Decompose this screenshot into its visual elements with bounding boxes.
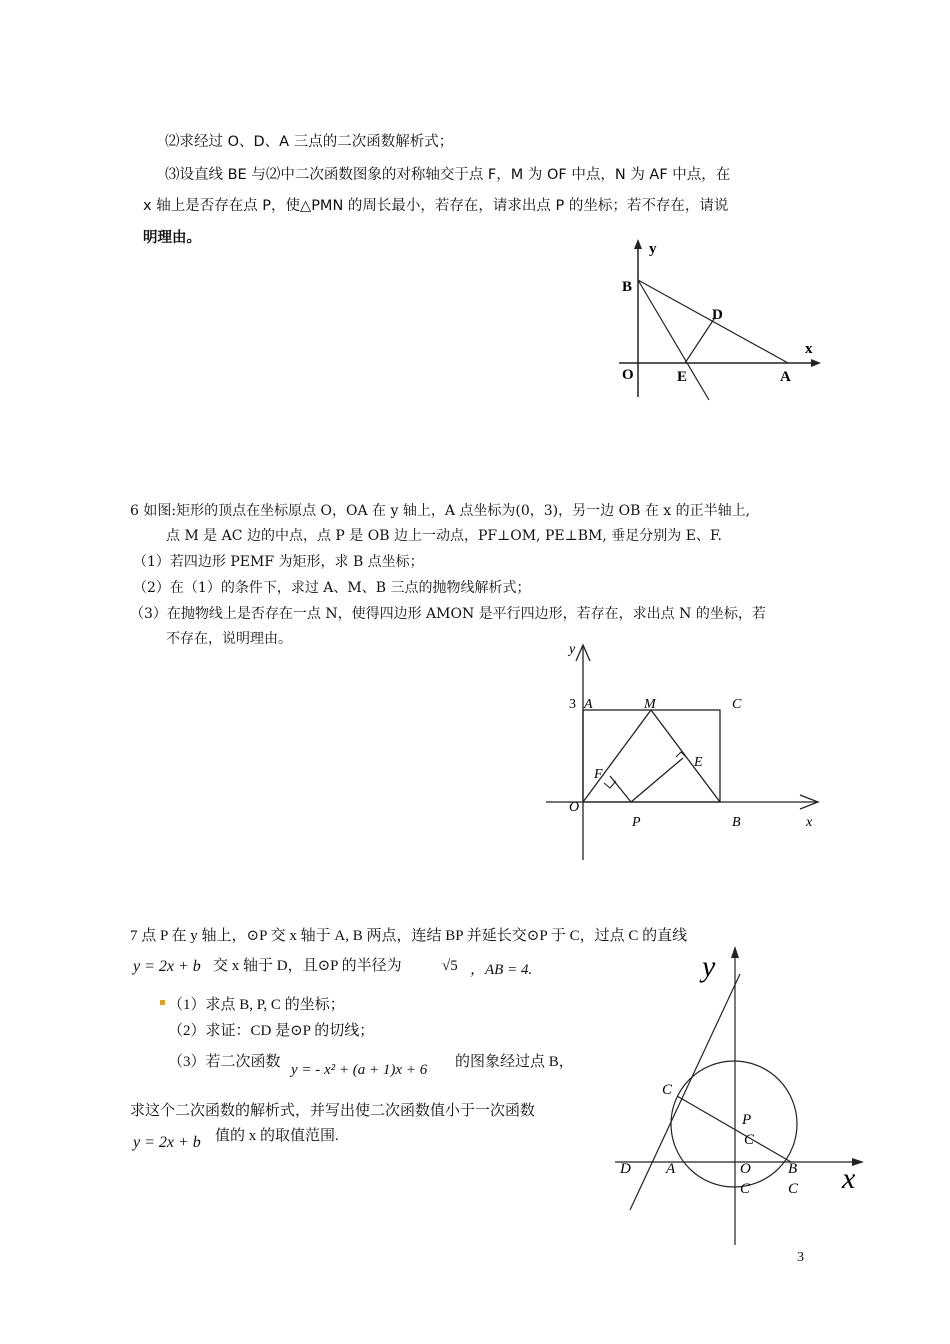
q5-part3-line1: ⑶设直线 BE 与⑵中二次函数图象的对称轴交于点 F，M 为 OF 中点，N 为 AF 中点，在 xyxy=(165,167,731,183)
q5-line-ED xyxy=(685,319,714,363)
q5-label-O: O xyxy=(622,367,634,383)
q6-label-C: C xyxy=(732,697,742,712)
q7-y-arrow xyxy=(731,946,739,958)
q7-part3-text: （3）若二次函数 xyxy=(168,1054,281,1070)
q7-label-A: A xyxy=(666,1161,676,1177)
q5-label-D: D xyxy=(712,307,723,323)
q5-part3-line3: 明理由。 xyxy=(143,230,201,246)
q5-x-arrow xyxy=(811,359,821,367)
q6-part3-line2: 不存在，说明理由。 xyxy=(166,631,292,647)
q5-line-BE xyxy=(638,280,709,400)
q6-label-B: B xyxy=(732,815,741,830)
q7-line2-text: 交 x 轴于 D，且⊙P 的半径为 xyxy=(213,958,402,974)
q7-part1: （1）求点 B, P, C 的坐标； xyxy=(168,997,345,1013)
q7-sqrt5: √5 xyxy=(442,958,458,974)
q7-circle-P xyxy=(671,1061,797,1187)
q6-figure xyxy=(540,635,830,865)
q7-label-B: B xyxy=(788,1161,798,1177)
q6-part2: （2）在（1）的条件下，求过 A、M、B 三点的抛物线解析式； xyxy=(133,580,531,596)
q6-label-M: M xyxy=(644,697,656,712)
q7-line-CD xyxy=(630,974,740,1210)
q7-quadratic-eq: y = - x² + (a + 1)x + 6 xyxy=(291,1062,428,1078)
bullet-marker xyxy=(160,1000,165,1005)
q7-line-eq: y = 2x + b xyxy=(133,958,201,975)
q5-label-A: A xyxy=(780,369,791,385)
q7-label-x: x xyxy=(842,1162,856,1195)
q5-label-y: y xyxy=(649,241,657,257)
q7-line1: 7 点 P 在 y 轴上，⊙P 交 x 轴于 A, B 两点，连结 BP 并延长交⊙P 于 C，过点 C 的直线 xyxy=(130,928,688,944)
q6-label-E: E xyxy=(694,755,703,770)
q7-line-BC xyxy=(677,1096,791,1162)
q5-figure xyxy=(605,235,835,405)
q6-line1: 6 如图:矩形的顶点在坐标原点 O，OA 在 y 轴上，A 点坐标为(0，3)，另一边 OB 在 x 的正半轴上, xyxy=(130,503,751,519)
q6-label-F: F xyxy=(594,767,603,782)
q5-y-arrow xyxy=(634,239,642,249)
q7-label-C-sub: C xyxy=(744,1132,755,1148)
q6-label-3: 3 xyxy=(569,697,576,712)
q5-label-E: E xyxy=(677,369,688,385)
q6-line2: 点 M 是 AC 边的中点，点 P 是 OB 边上一动点，PF⊥OM, PE⊥BM, 垂足分别为 E、F. xyxy=(166,528,722,544)
q6-line-OM xyxy=(583,710,651,802)
q7-label-C: C xyxy=(662,1082,673,1098)
q7-last-text: 值的 x 的取值范围. xyxy=(215,1128,339,1144)
q7-label-P: P xyxy=(742,1112,752,1128)
q6-label-P: P xyxy=(632,815,641,830)
q6-line-PF xyxy=(610,776,631,802)
q7-ab-length: ，AB = 4. xyxy=(470,962,533,978)
page-number: 3 xyxy=(797,1250,804,1265)
q7-label-C-o: C xyxy=(740,1181,751,1197)
q7-part3-tail: 的图象经过点 B， xyxy=(455,1054,574,1070)
q7-figure xyxy=(610,940,880,1250)
q5-part3-line2: x 轴上是否存在点 P，使△PMN 的周长最小，若存在，请求出点 P 的坐标；若不存在，请说 xyxy=(143,198,729,214)
q7-request: 求这个二次函数的解析式，并写出使二次函数值小于一次函数 xyxy=(130,1103,536,1119)
q6-label-O: O xyxy=(569,800,580,815)
q7-label-D: D xyxy=(620,1161,631,1177)
q7-part2: （2）求证：CD 是⊙P 的切线； xyxy=(168,1023,375,1039)
q6-label-A: A xyxy=(584,697,593,712)
q6-part3-line1: （3）在抛物线上是否存在一点 N，使得四边形 AMON 是平行四边形，若存在，求出点 N 的坐标，若 xyxy=(130,606,766,622)
q7-label-y: y xyxy=(702,950,716,983)
q6-line-PE xyxy=(631,758,683,802)
q5-part2: ⑵求经过 O、D、A 三点的二次函数解析式； xyxy=(165,134,454,150)
q7-label-C-b: C xyxy=(788,1181,799,1197)
q6-part1: （1）若四边形 PEMF 为矩形，求 B 点坐标； xyxy=(133,554,424,570)
q5-label-x: x xyxy=(805,341,813,357)
q6-label-y: y xyxy=(569,642,576,657)
q7-linear-eq: y = 2x + b xyxy=(133,1134,201,1151)
q6-label-x: x xyxy=(806,815,813,830)
q5-label-B: B xyxy=(622,279,633,295)
q7-label-O: O xyxy=(740,1161,751,1177)
